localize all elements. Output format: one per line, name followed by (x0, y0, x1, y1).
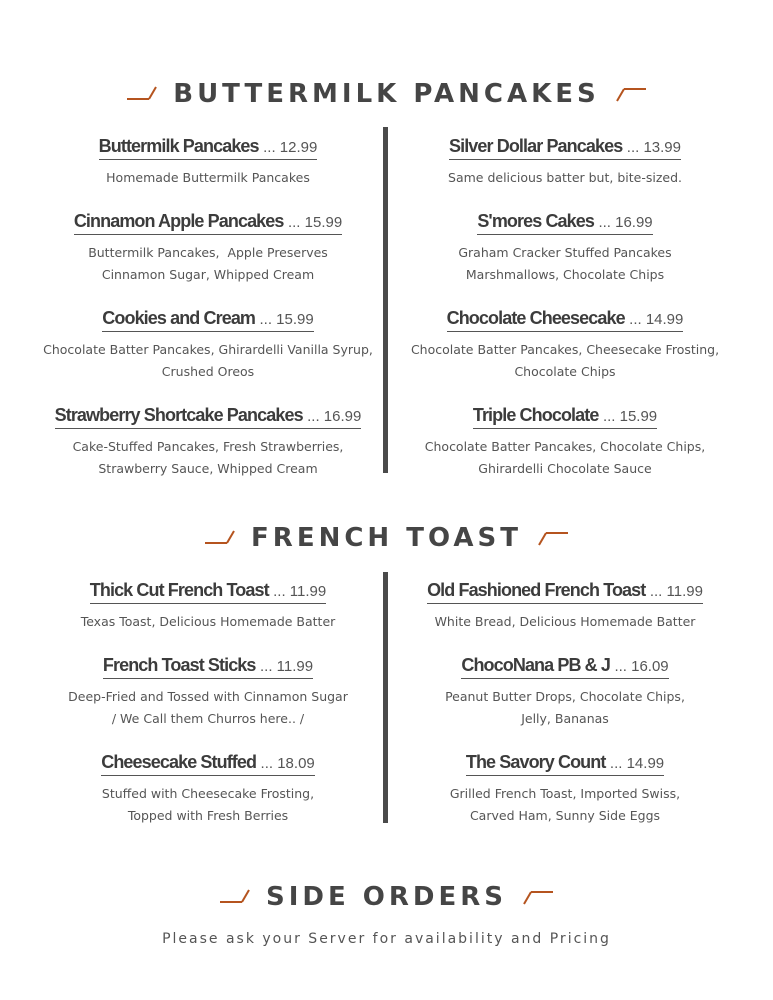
item-description-line: Cinnamon Sugar, Whipped Cream (101, 267, 315, 282)
menu-item (400, 308, 730, 383)
side-orders-section-title: SIDE ORDERS (265, 882, 507, 912)
item-description (400, 339, 730, 383)
item-price: ... 11.99 (259, 658, 314, 675)
item-description (43, 436, 373, 480)
item-description (43, 686, 373, 730)
menu-item (400, 580, 730, 633)
ornament-right-icon (536, 528, 570, 548)
ornament-left-icon (125, 84, 159, 104)
item-price: ... 15.99 (287, 214, 343, 231)
item-description-line: Crushed Oreos (161, 364, 255, 379)
menu-item (43, 580, 373, 633)
french-toast-section-title: FRENCH TOAST (251, 523, 522, 553)
item-description (43, 167, 373, 189)
item-price: ... 13.99 (626, 139, 681, 156)
pancakes-column-divider (383, 127, 388, 473)
menu-item (43, 211, 373, 286)
item-price: ... 16.99 (598, 214, 653, 231)
item-price: ... 15.99 (602, 408, 658, 425)
item-description-line: Chocolate Batter Pancakes, Chocolate Chips, (424, 439, 706, 454)
menu-item (43, 655, 373, 730)
ornament-right-icon (521, 887, 555, 907)
item-description-line: Topped with Fresh Berries (127, 808, 289, 823)
menu-item (43, 405, 373, 480)
item-price: ... 15.99 (259, 311, 314, 328)
item-description-line: Cake-Stuffed Pancakes, Fresh Strawberries, (72, 439, 344, 454)
pancakes-left-column (43, 136, 373, 502)
item-name: The Savory Count (465, 752, 606, 772)
item-description-line: White Bread, Delicious Homemade Batter (434, 614, 696, 629)
menu-item (43, 752, 373, 827)
item-price: ... 11.99 (273, 583, 327, 600)
pancakes-section-title: BUTTERMILK PANCAKES (173, 79, 600, 109)
item-description-line: / We Call them Churros here.. / (111, 711, 305, 726)
item-price: ... 16.09 (614, 658, 669, 675)
item-description (400, 436, 730, 480)
item-description-line: Chocolate Chips (514, 364, 616, 379)
item-name: Cookies and Cream (102, 308, 256, 328)
french-toast-right-column (400, 580, 730, 849)
french-toast-section-header (0, 523, 773, 553)
item-description-line: Strawberry Sauce, Whipped Cream (98, 461, 318, 476)
item-description (400, 611, 730, 633)
item-description-line: Graham Cracker Stuffed Pancakes (458, 245, 672, 260)
item-name: Strawberry Shortcake Pancakes (54, 405, 303, 425)
item-name: S'mores Cakes (477, 211, 594, 231)
item-name: Thick Cut French Toast (89, 580, 269, 600)
menu-item (43, 136, 373, 189)
item-name: Cheesecake Stuffed (101, 752, 257, 772)
item-description (43, 242, 373, 286)
side-orders-note: Please ask your Server for availability and Pricing (162, 931, 611, 947)
item-description (400, 686, 730, 730)
menu-item (400, 136, 730, 189)
item-name: Chocolate Cheesecake (446, 308, 625, 328)
item-price: ... 16.99 (307, 408, 362, 425)
item-description-line: Chocolate Batter Pancakes, Cheesecake Frosting, (410, 342, 720, 357)
menu-item (400, 405, 730, 480)
item-description-line: Same delicious batter but, bite-sized. (448, 170, 682, 185)
item-name: Buttermilk Pancakes (98, 136, 259, 156)
item-name: Triple Chocolate (472, 405, 599, 425)
item-description (43, 339, 373, 383)
item-name: Silver Dollar Pancakes (449, 136, 623, 156)
pancakes-right-column (400, 136, 730, 502)
item-description-line: Texas Toast, Delicious Homemade Batter (80, 614, 336, 629)
side-orders-section-header (0, 882, 773, 912)
item-name: French Toast Sticks (102, 655, 256, 675)
ornament-left-icon (218, 887, 252, 907)
french-toast-left-column (43, 580, 373, 849)
item-description-line: Carved Ham, Sunny Side Eggs (469, 808, 661, 823)
item-description (43, 783, 373, 827)
pancakes-section-header (0, 79, 773, 109)
item-description-line: Buttermilk Pancakes, Apple Preserves (88, 245, 328, 260)
item-name: ChocoNana PB & J (461, 655, 610, 675)
item-description (400, 242, 730, 286)
item-price: ... 14.99 (629, 311, 684, 328)
ornament-right-icon (614, 84, 648, 104)
item-description-line: Stuffed with Cheesecake Frosting, (101, 786, 315, 801)
item-description (400, 783, 730, 827)
menu-item (400, 211, 730, 286)
item-description-line: Homemade Buttermilk Pancakes (106, 170, 310, 185)
item-name: Cinnamon Apple Pancakes (73, 211, 284, 231)
item-description-line: Jelly, Bananas (521, 711, 609, 726)
item-description-line: Ghirardelli Chocolate Sauce (478, 461, 652, 476)
item-description-line: Grilled French Toast, Imported Swiss, (449, 786, 681, 801)
item-price: ... 14.99 (609, 755, 665, 772)
item-description-line: Chocolate Batter Pancakes, Ghirardelli Vanilla Syrup, (43, 342, 373, 357)
menu-item (43, 308, 373, 383)
item-description-line: Marshmallows, Chocolate Chips (465, 267, 665, 282)
menu-item (400, 752, 730, 827)
item-price: ... 11.99 (649, 583, 703, 600)
ornament-left-icon (203, 528, 237, 548)
french-toast-column-divider (383, 572, 388, 823)
item-description-line: Deep-Fried and Tossed with Cinnamon Sugar (68, 689, 348, 704)
item-description-line: Peanut Butter Drops, Chocolate Chips, (445, 689, 685, 704)
item-description (400, 167, 730, 189)
item-name: Old Fashioned French Toast (427, 580, 646, 600)
item-description (43, 611, 373, 633)
menu-item (400, 655, 730, 730)
item-price: ... 12.99 (263, 139, 318, 156)
item-price: ... 18.09 (260, 755, 315, 772)
